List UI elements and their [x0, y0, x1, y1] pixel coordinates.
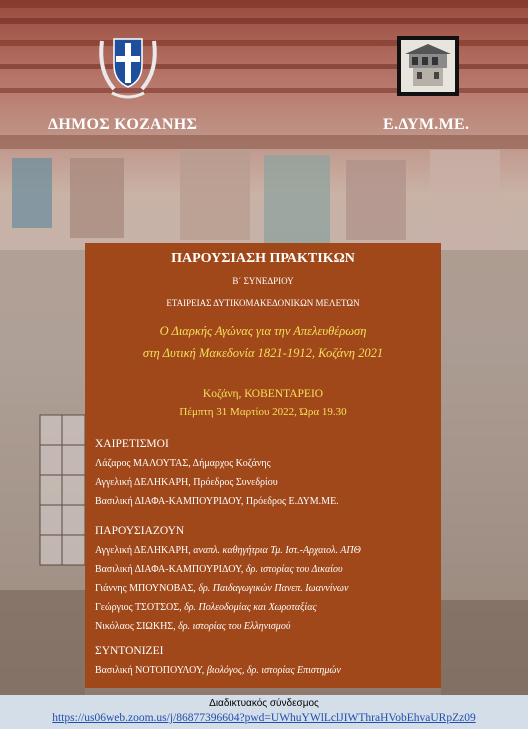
- coordinator-name: Βασιλική ΝΟΤΟΠΟΥΛΟΥ,: [95, 665, 207, 676]
- presenters-heading: ΠΑΡΟΥΣΙΑΖΟΥΝ: [95, 525, 185, 537]
- venue: Κοζάνη, ΚΟΒΕΝΤΑΡΕΙΟ: [202, 388, 324, 400]
- presenter-name: Αγγελική ΔΕΛΗΚΑΡΗ,: [95, 545, 194, 556]
- presenter-item: [95, 545, 361, 556]
- presenter-role: δρ. ιστορίας του Ελληνισμού: [178, 621, 291, 632]
- traditional-mansion-icon: [397, 36, 459, 96]
- presenter-role: δρ. Πολεοδομίας και Χωροταξίας: [184, 602, 317, 613]
- presenter-item: [95, 602, 317, 613]
- coordinator-item: [95, 665, 341, 676]
- society-name: Ε.ΔΥΜ.ΜΕ.: [383, 116, 470, 133]
- coordinator-heading: ΣΥΝΤΟΝΙΖΕΙ: [95, 645, 164, 657]
- presenter-name: Νικόλαος ΣΙΩΚΗΣ,: [95, 621, 179, 632]
- coordinator-role: βιολόγος, δρ. ιστορίας Επιστημών: [206, 665, 341, 676]
- presenter-item: [95, 621, 290, 632]
- online-link-footer: [0, 695, 528, 729]
- greeting-item: Βασιλική ΔΙΑΦΑ-ΚΑΜΠΟΥΡΙΔΟΥ, Πρόεδρος Ε.ΔΥΜ.ΜΕ.: [95, 496, 339, 507]
- announcement-panel: [85, 243, 441, 688]
- event-datetime: Πέμπτη 31 Μαρτίου 2022, Ώρα 19.30: [179, 406, 347, 418]
- presenter-item: [95, 564, 343, 575]
- zoom-meeting-link[interactable]: https://us06web.zoom.us/j/86877396604?pwd=UWhuYWlLclJIWThraHVobEhvaURpZz09: [52, 712, 476, 724]
- greeting-item: Αγγελική ΔΕΛΗΚΑΡΗ, Πρόεδρος Συνεδρίου: [95, 477, 278, 488]
- conference-number: Β΄ ΣΥΝΕΔΡΙΟΥ: [232, 276, 294, 286]
- online-link-label: Διαδικτυακός σύνδεσμος: [209, 698, 319, 709]
- conference-title-line2: στη Δυτική Μακεδονία 1821-1912, Κοζάνη 2021: [142, 346, 384, 360]
- presenter-name: Γιάννης ΜΠΟΥΝΟΒΑΣ,: [95, 583, 199, 594]
- society-full-name: ΕΤΑΙΡΕΙΑΣ ΔΥΤΙΚΟΜΑΚΕΔΟΝΙΚΩΝ ΜΕΛΕΤΩΝ: [166, 298, 360, 308]
- presenter-role: δρ. Παιδαγωγικών Πανεπ. Ιωαννίνων: [198, 583, 349, 594]
- presenter-item: [95, 583, 348, 594]
- presenter-name: Βασιλική ΔΙΑΦΑ-ΚΑΜΠΟΥΡΙΔΟΥ,: [95, 564, 246, 575]
- presenter-role: αναπλ. καθηγήτρια Τμ. Ιστ.-Αρχαιολ. ΑΠΘ: [193, 545, 361, 556]
- event-title: ΠΑΡΟΥΣΙΑΣΗ ΠΡΑΚΤΙΚΩΝ: [171, 251, 355, 266]
- presenter-role: δρ. ιστορίας του Δικαίου: [245, 564, 343, 575]
- municipality-name: ΔΗΜΟΣ ΚΟΖΑΝΗΣ: [48, 116, 198, 133]
- conference-title-line1: Ο Διαρκής Αγώνας για την Απελευθέρωση: [159, 324, 367, 338]
- presenter-name: Γεώργιος ΤΣΟΤΣΟΣ,: [95, 602, 185, 613]
- greetings-heading: ΧΑΙΡΕΤΙΣΜΟΙ: [95, 438, 169, 450]
- greeting-item: Λάζαρος ΜΑΛΟΥΤΑΣ, Δήμαρχος Κοζάνης: [95, 458, 271, 469]
- greek-coat-of-arms-icon: [94, 31, 162, 103]
